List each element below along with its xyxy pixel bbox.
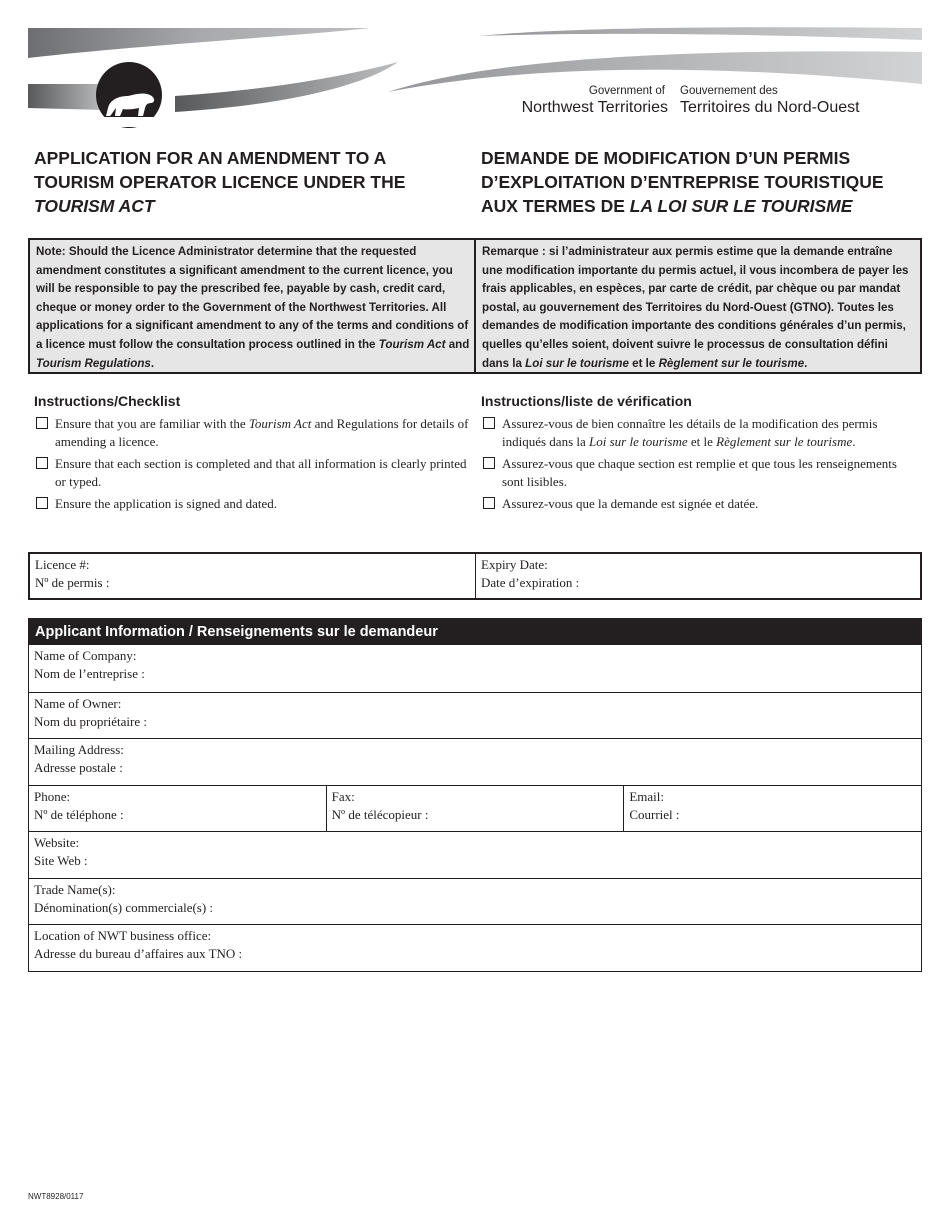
title-fr-line1: DEMANDE DE MODIFICATION D’UN PERMIS: [481, 148, 851, 168]
expiry-label-fr: Date d’expiration :: [481, 575, 580, 590]
owner-row: [29, 692, 921, 739]
note-french: [476, 240, 920, 372]
checklist-en-3: Ensure the application is signed and dated.: [55, 496, 278, 511]
instructions-french: [481, 392, 921, 517]
checkbox-icon[interactable]: [36, 417, 48, 429]
title-fr-line3-italic: LA LOI SUR LE TOURISME: [629, 196, 853, 216]
phone-field[interactable]: [29, 786, 326, 832]
website-label-fr: Site Web :: [34, 853, 88, 868]
email-label-en: Email:: [629, 788, 665, 804]
banner-swoosh-middle: [175, 62, 398, 112]
checklist-item-en-2: [34, 455, 474, 491]
company-row: [29, 645, 921, 692]
company-label-en: Name of Company:: [34, 648, 137, 663]
website-row: [29, 831, 921, 878]
fax-label-fr: Nº de télécopieur :: [331, 806, 429, 822]
note-en-italic1: Tourism Act: [378, 337, 446, 351]
note-en-italic2: Tourism Regulations: [36, 356, 151, 370]
checklist-fr-1i2: Règlement sur le tourisme: [716, 434, 853, 449]
licence-box: [28, 552, 922, 600]
checklist-item-fr-1: [481, 415, 921, 451]
fax-label-en: Fax:: [331, 788, 355, 804]
banner-swoosh-top-right: [478, 27, 922, 40]
applicant-information-section: [28, 618, 922, 972]
licence-number-label-en: Licence #:: [35, 557, 90, 572]
checkbox-icon[interactable]: [36, 457, 48, 469]
title-english: [34, 146, 454, 218]
title-french: [481, 146, 921, 218]
checklist-fr-1i1: Loi sur le tourisme: [589, 434, 688, 449]
mailing-row: [29, 738, 921, 785]
licence-number-label-fr: Nº de permis :: [35, 575, 110, 590]
licence-number-field[interactable]: [30, 554, 476, 598]
location-label-en: Location of NWT business office:: [34, 928, 212, 943]
location-label-fr: Adresse du bureau d’affaires aux TNO :: [34, 946, 243, 961]
checkbox-icon[interactable]: [36, 497, 48, 509]
mailing-label-en: Mailing Address:: [34, 742, 124, 757]
title-en-line1: APPLICATION FOR AN AMENDMENT TO A: [34, 148, 387, 168]
note-fr-italic1: Loi sur le tourisme: [525, 356, 629, 370]
form-code: NWT8928/0117: [28, 1192, 84, 1201]
trade-label-en: Trade Name(s):: [34, 881, 116, 897]
contact-row: [29, 785, 921, 832]
owner-name-field[interactable]: [29, 693, 921, 739]
trade-name-field[interactable]: [29, 879, 921, 925]
checklist-fr-3: Assurez-vous que la demande est signée et datée.: [502, 496, 759, 511]
location-row: [29, 924, 921, 971]
checklist-en-2: Ensure that each section is completed and that all information is clearly printed or typed.: [55, 456, 467, 489]
title-fr-line2: D’EXPLOITATION D’ENTREPRISE TOURISTIQUE: [481, 172, 884, 192]
phone-label-fr: Nº de téléphone :: [34, 806, 124, 822]
applicant-section-header: Applicant Information / Renseignements sur le demandeur: [29, 619, 921, 645]
fax-field[interactable]: [326, 786, 624, 832]
checklist-fr-1a: Assurez-vous de bien connaître les détails de la modification des permis indiqués dans la: [502, 416, 878, 449]
business-office-location-field[interactable]: [29, 925, 921, 971]
website-field[interactable]: [29, 832, 921, 878]
note-en-end: .: [150, 356, 155, 370]
checkbox-icon[interactable]: [483, 497, 495, 509]
company-label-fr: Nom de l’entreprise :: [34, 666, 145, 681]
mailing-address-field[interactable]: [29, 739, 921, 785]
checklist-item-en-3: [34, 495, 474, 513]
note-english: [30, 240, 476, 372]
checklist-en-1a: Ensure that you are familiar with the: [55, 416, 249, 431]
trade-name-row: [29, 878, 921, 925]
gov-en-big: Northwest Territories: [521, 99, 668, 116]
instructions-en-heading: Instructions/Checklist: [34, 393, 181, 409]
note-fr-text: Remarque : si l’administrateur aux permis estime que la demande entraîne une modification importante du permis actuel, il vous incombera de payer les frais applicables, en espèces, par carte de crédit, par chèque ou par mandat postal, au gouvernement des Territoires du Nord-Ouest (GTNO). Toutes les demandes de modification importante des conditions générales d’un permis, quelles qu’elles soient, doivent suivre le processus de consultation défini dans la: [482, 245, 909, 370]
checklist-item-fr-2: [481, 455, 921, 491]
note-fr-italic2: Règlement sur le tourisme: [658, 356, 805, 370]
checklist-en-1b: and Regulations for details of amending a licence.: [55, 416, 469, 449]
checklist-item-en-1: [34, 415, 474, 451]
company-name-field[interactable]: [29, 645, 921, 692]
checkbox-icon[interactable]: [483, 457, 495, 469]
gov-en-small: Government of: [588, 85, 665, 97]
mailing-label-fr: Adresse postale :: [34, 760, 123, 775]
trade-label-fr: Dénomination(s) commerciale(s) :: [34, 899, 214, 915]
title-fr-line3-prefix: AUX TERMES DE: [481, 196, 630, 216]
bear-emblem-icon: [96, 62, 162, 128]
instructions-english: [34, 392, 474, 517]
checklist-fr-1c: .: [852, 434, 856, 449]
title-en-line3: TOURISM ACT: [34, 196, 155, 216]
banner-swoosh-top-left: [28, 28, 370, 58]
gov-fr-big: Territoires du Nord-Ouest: [680, 99, 860, 116]
note-en-text: Note: Should the Licence Administrator determine that the requested amendment constitutes a significant amendment to the current licence, you will be responsible to pay the prescribed fee, payable by cash, credit card, cheque or money order to the Government of the Northwest Territories. All applications for a significant amendment to any of the terms and conditions of a licence must follow the consultation process outlined in the: [36, 245, 469, 351]
expiry-label-en: Expiry Date:: [481, 557, 548, 572]
checklist-fr-2: Assurez-vous que chaque section est remplie et que tous les renseignements sont lisibles.: [502, 456, 897, 489]
banner-swoosh-left: [28, 84, 105, 110]
checkbox-icon[interactable]: [483, 417, 495, 429]
email-field[interactable]: [623, 786, 921, 832]
note-fr-end: .: [804, 356, 808, 370]
gov-fr-small: Gouvernement des: [680, 85, 778, 97]
phone-label-en: Phone:: [34, 788, 71, 804]
checklist-item-fr-3: [481, 495, 921, 513]
owner-label-en: Name of Owner:: [34, 695, 122, 711]
website-label-en: Website:: [34, 835, 80, 850]
email-label-fr: Courriel :: [629, 806, 680, 822]
checklist-fr-1b: et le: [687, 434, 717, 449]
expiry-date-field[interactable]: [476, 554, 584, 598]
note-fr-and: et le: [628, 356, 659, 370]
instructions-fr-heading: Instructions/liste de vérification: [481, 393, 692, 409]
checklist-en-1i: Tourism Act: [248, 416, 312, 431]
note-en-and: and: [445, 337, 470, 351]
title-fr-line3: [481, 194, 921, 218]
note-box: [28, 238, 922, 374]
title-en-line2: TOURISM OPERATOR LICENCE UNDER THE: [34, 172, 406, 192]
owner-label-fr: Nom du propriétaire :: [34, 713, 147, 729]
